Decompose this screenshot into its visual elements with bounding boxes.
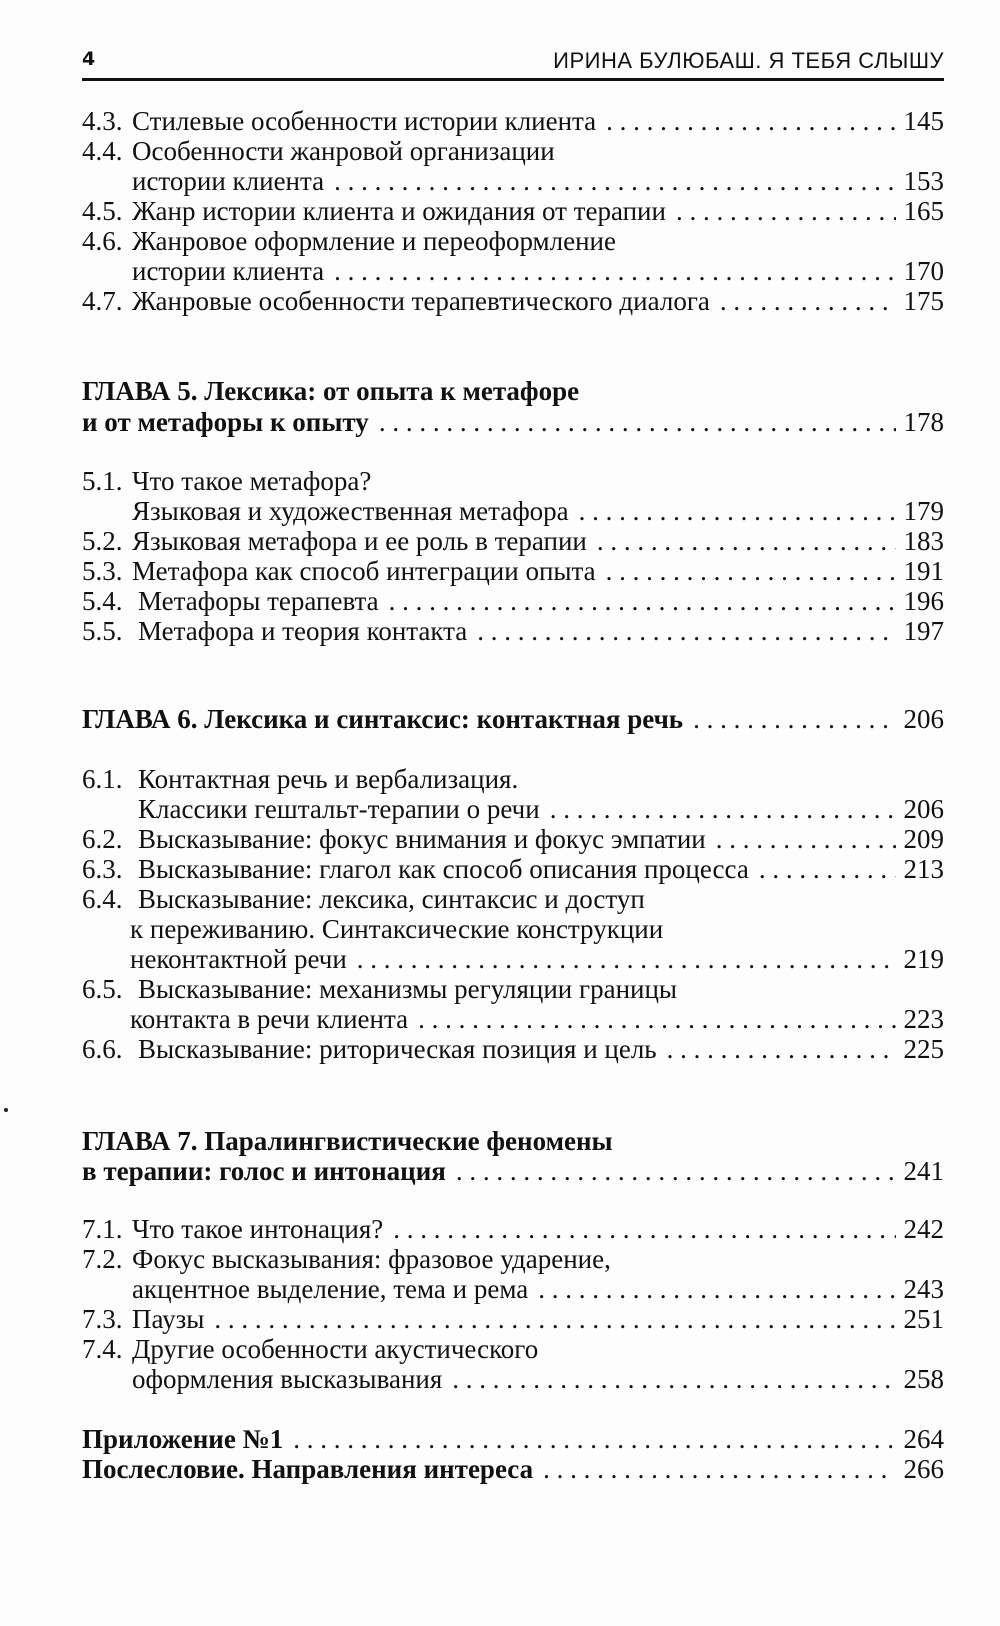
- toc-entry-6-4-line2[interactable]: [82, 914, 944, 944]
- entry-page: 225: [903, 1034, 944, 1064]
- entry-title: Высказывание: механизмы регуляции границы: [138, 974, 678, 1004]
- toc-entry-5-2[interactable]: [82, 526, 944, 556]
- toc-entry-7-4-line1[interactable]: [82, 1334, 944, 1364]
- toc-chapter-5-line1[interactable]: [82, 376, 944, 406]
- leader-dots: [418, 1004, 895, 1034]
- entry-title: Жанровое оформление и переоформление: [132, 226, 616, 256]
- entry-title: Другие особенности акустического: [132, 1334, 539, 1364]
- leader-dots: [393, 1214, 895, 1244]
- leader-dots: [452, 1364, 895, 1394]
- leader-dots: [720, 286, 896, 316]
- chapter-title-cont: в терапии: голос и интонация: [82, 1156, 446, 1186]
- entry-page: 153: [903, 166, 944, 196]
- entry-number: 4.6.: [82, 226, 123, 256]
- entry-page: 243: [903, 1274, 944, 1304]
- leader-dots: [334, 166, 895, 196]
- entry-title-cont: акцентное выделение, тема и рема: [132, 1274, 529, 1304]
- toc-entry-7-4-line2[interactable]: [82, 1364, 944, 1394]
- chapter-title: ГЛАВА 6. Лексика и синтаксис: контактная речь: [82, 704, 684, 734]
- toc-entry-6-3[interactable]: [82, 854, 944, 884]
- entry-title: Жанровые особенности терапевтического диалога: [132, 286, 710, 316]
- leader-dots: [606, 556, 896, 586]
- toc-entry-6-4-line3[interactable]: [82, 944, 944, 974]
- entry-page: 165: [903, 196, 944, 226]
- chapter-title: ГЛАВА 5. Лексика: от опыта к метафоре: [82, 376, 580, 406]
- entry-number: 4.7.: [82, 286, 123, 316]
- entry-page: 213: [903, 854, 944, 884]
- entry-page: 264: [903, 1424, 944, 1454]
- entry-number: 4.4.: [82, 136, 123, 166]
- entry-title: Стилевые особенности истории клиента: [132, 106, 597, 136]
- entry-page: 209: [903, 824, 944, 854]
- entry-title: Высказывание: риторическая позиция и цель: [138, 1034, 657, 1064]
- entry-page: 219: [903, 944, 944, 974]
- leader-dots: [597, 526, 896, 556]
- entry-page: 196: [903, 586, 944, 616]
- toc-entry-6-5-line2[interactable]: [82, 1004, 944, 1034]
- entry-title: Метафоры терапевта: [138, 586, 379, 616]
- toc-entry-4-4-line2[interactable]: [82, 166, 944, 196]
- toc-entry-4-6-line2[interactable]: [82, 256, 944, 286]
- leader-dots: [379, 407, 896, 437]
- entry-page: 178: [903, 407, 944, 437]
- entry-title-cont: Классики гештальт-терапии о речи: [138, 794, 540, 824]
- entry-title: Высказывание: глагол как способ описания процесса: [138, 854, 749, 884]
- entry-title: Метафора как способ интеграции опыта: [132, 556, 596, 586]
- running-title: ИРИНА БУЛЮБАШ. Я ТЕБЯ СЛЫШУ: [553, 48, 944, 73]
- toc-afterword[interactable]: [82, 1454, 944, 1484]
- leader-dots: [716, 824, 896, 854]
- entry-title: Что такое интонация?: [132, 1214, 384, 1244]
- entry-title: Высказывание: фокус внимания и фокус эмпатии: [138, 824, 706, 854]
- entry-page: 170: [903, 256, 944, 286]
- entry-number: 5.1.: [82, 466, 123, 496]
- leader-dots: [667, 1034, 896, 1064]
- leader-dots: [538, 1274, 895, 1304]
- entry-title: Фокус высказывания: фразовое ударение,: [132, 1244, 611, 1274]
- leader-dots: [693, 704, 895, 734]
- margin-speck: [4, 1108, 8, 1112]
- toc-entry-5-4[interactable]: [82, 586, 944, 616]
- entry-number: 6.6.: [82, 1034, 123, 1064]
- entry-title-cont: истории клиента: [132, 166, 325, 196]
- entry-number: 4.5.: [82, 196, 123, 226]
- toc-entry-5-3[interactable]: [82, 556, 944, 586]
- chapter-title-cont: и от метафоры к опыту: [82, 407, 369, 437]
- entry-page: 206: [903, 704, 944, 734]
- entry-title: Высказывание: лексика, синтаксис и доступ: [138, 884, 645, 914]
- toc-entry-6-1-line1[interactable]: [82, 764, 944, 794]
- entry-title-cont: контакта в речи клиента: [130, 1004, 409, 1034]
- leader-dots: [456, 1156, 896, 1186]
- entry-number: 7.1.: [82, 1214, 123, 1244]
- leader-dots: [676, 196, 896, 226]
- leader-dots: [214, 1304, 895, 1334]
- entry-page: 206: [903, 794, 944, 824]
- toc-entry-4-5[interactable]: [82, 196, 944, 226]
- leader-dots: [606, 106, 895, 136]
- entry-number: 6.4.: [82, 884, 123, 914]
- toc-entry-6-6[interactable]: [82, 1034, 944, 1064]
- entry-page: 223: [903, 1004, 944, 1034]
- toc-entry-4-7[interactable]: [82, 286, 944, 316]
- entry-page: 145: [903, 106, 944, 136]
- appendix-title: Приложение №1: [82, 1424, 284, 1454]
- leader-dots: [543, 1454, 895, 1484]
- leader-dots: [293, 1424, 895, 1454]
- entry-title-cont: неконтактной речи: [130, 944, 347, 974]
- entry-page: 175: [903, 286, 944, 316]
- entry-number: 5.2.: [82, 526, 123, 556]
- leader-dots: [550, 794, 896, 824]
- entry-number: 6.1.: [82, 764, 123, 794]
- toc-chapter-5-line2[interactable]: [82, 407, 944, 437]
- entry-title: Что такое метафора?: [132, 466, 372, 496]
- toc-entry-5-1-line2[interactable]: [82, 496, 944, 526]
- running-header: [82, 44, 944, 81]
- toc-chapter-6[interactable]: [82, 704, 944, 734]
- toc-entry-7-2-line2[interactable]: [82, 1274, 944, 1304]
- entry-title: Языковая метафора и ее роль в терапии: [132, 526, 587, 556]
- entry-page: 258: [903, 1364, 944, 1394]
- entry-page: 191: [903, 556, 944, 586]
- entry-number: 5.4.: [82, 586, 123, 616]
- afterword-title: Послесловие. Направления интереса: [82, 1454, 534, 1484]
- entry-title-cont: оформления высказывания: [132, 1364, 443, 1394]
- leader-dots: [334, 256, 895, 286]
- toc-appendix-1[interactable]: [82, 1424, 944, 1454]
- entry-number: 7.4.: [82, 1334, 123, 1364]
- entry-title-cont: Языковая и художественная метафора: [132, 496, 569, 526]
- entry-page: 241: [903, 1156, 944, 1186]
- page-number: 4: [82, 48, 96, 70]
- entry-number: 7.2.: [82, 1244, 123, 1274]
- entry-number: 6.3.: [82, 854, 123, 884]
- toc-entry-4-3[interactable]: [82, 106, 944, 136]
- toc-entry-5-1-line1[interactable]: [82, 466, 944, 496]
- entry-title: Жанр истории клиента и ожидания от терапии: [132, 196, 666, 226]
- entry-number: 5.5.: [82, 616, 123, 646]
- entry-page: 179: [903, 496, 944, 526]
- leader-dots: [389, 586, 896, 616]
- toc-entry-4-6-line1[interactable]: [82, 226, 944, 256]
- entry-title-cont: к переживанию. Синтаксические конструкции: [130, 914, 664, 944]
- toc-entry-4-4-line1[interactable]: [82, 136, 944, 166]
- entry-number: 4.3.: [82, 106, 123, 136]
- toc-entry-7-1[interactable]: [82, 1214, 944, 1244]
- entry-number: 5.3.: [82, 556, 123, 586]
- toc-entry-7-2-line1[interactable]: [82, 1244, 944, 1274]
- entry-title: Контактная речь и вербализация.: [138, 764, 519, 794]
- toc-entry-5-5[interactable]: [82, 616, 944, 646]
- toc-chapter-7-line1[interactable]: [82, 1126, 944, 1156]
- entry-page: 197: [903, 616, 944, 646]
- toc-entry-6-1-line2[interactable]: [82, 794, 944, 824]
- entry-number: 6.5.: [82, 974, 123, 1004]
- toc-entry-7-3[interactable]: [82, 1304, 944, 1334]
- leader-dots: [477, 616, 895, 646]
- entry-title: Особенности жанровой организации: [132, 136, 555, 166]
- entry-page: 183: [903, 526, 944, 556]
- entry-page: 242: [903, 1214, 944, 1244]
- toc-entry-6-4-line1[interactable]: [82, 884, 944, 914]
- entry-number: 6.2.: [82, 824, 123, 854]
- entry-page: 266: [903, 1454, 944, 1484]
- entry-page: 251: [903, 1304, 944, 1334]
- entry-title-cont: истории клиента: [132, 256, 325, 286]
- toc-entry-6-2[interactable]: [82, 824, 944, 854]
- chapter-title: ГЛАВА 7. Паралингвистические феномены: [82, 1126, 613, 1156]
- leader-dots: [759, 854, 896, 884]
- toc-chapter-7-line2[interactable]: [82, 1156, 944, 1186]
- entry-title: Паузы: [132, 1304, 205, 1334]
- entry-title: Метафора и теория контакта: [138, 616, 468, 646]
- entry-number: 7.3.: [82, 1304, 123, 1334]
- leader-dots: [357, 944, 896, 974]
- toc-entry-6-5-line1[interactable]: [82, 974, 944, 1004]
- leader-dots: [579, 496, 896, 526]
